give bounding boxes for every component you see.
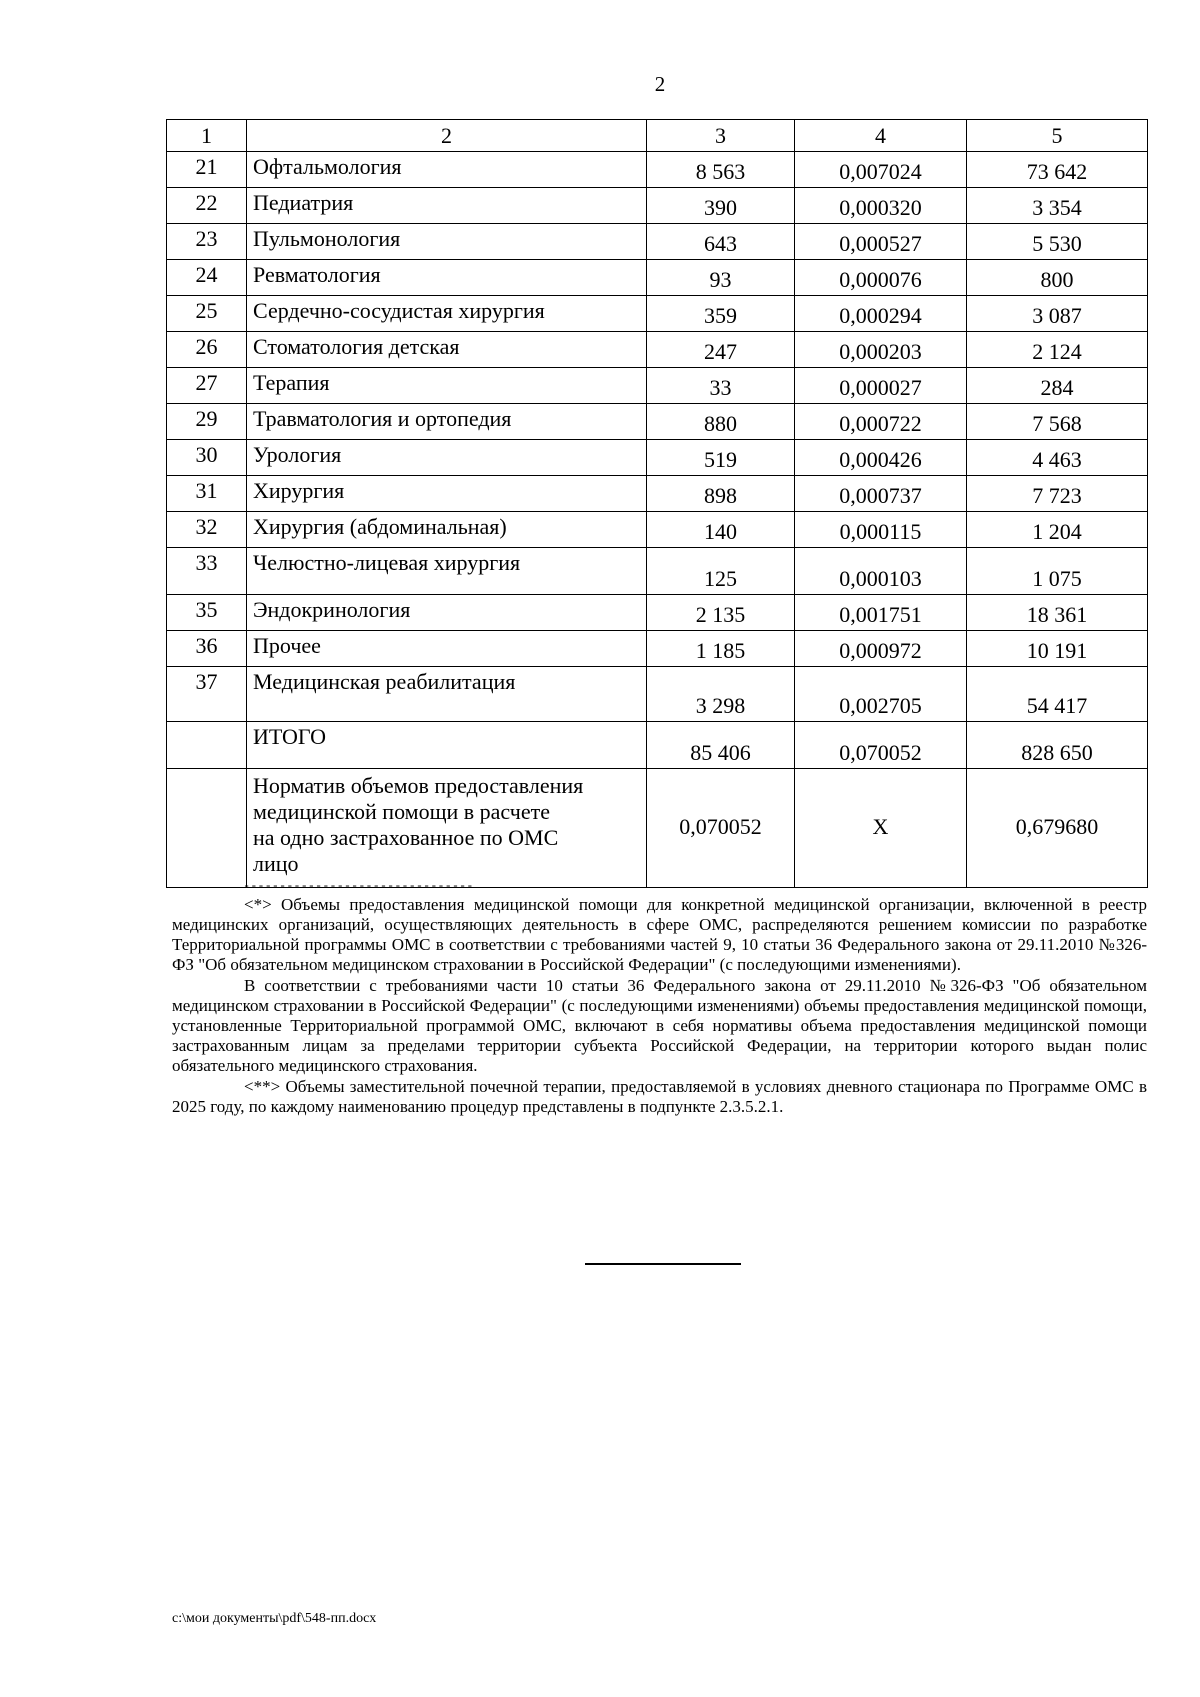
end-of-document-line [585, 1263, 741, 1265]
total-number-empty [167, 722, 247, 769]
row-col4: 0,000737 [795, 476, 967, 512]
header-cell: 2 [247, 120, 647, 152]
footnote-separator: -------------------------------- [243, 879, 474, 893]
row-col4: 0,000320 [795, 188, 967, 224]
normativ-label-line: медицинской помощи в расчете [253, 799, 550, 824]
row-name: Сердечно-сосудистая хирургия [247, 296, 647, 332]
row-number: 31 [167, 476, 247, 512]
row-col3: 8 563 [647, 152, 795, 188]
row-col5: 3 354 [967, 188, 1148, 224]
row-number: 36 [167, 631, 247, 667]
normativ-number-empty [167, 769, 247, 888]
row-number: 32 [167, 512, 247, 548]
row-col4: 0,000076 [795, 260, 967, 296]
row-col5: 54 417 [967, 667, 1148, 722]
row-col3: 519 [647, 440, 795, 476]
row-col3: 140 [647, 512, 795, 548]
row-col4: 0,000203 [795, 332, 967, 368]
table-row [167, 224, 1148, 260]
row-col4: 0,000426 [795, 440, 967, 476]
table-row [167, 667, 1148, 722]
row-col3: 359 [647, 296, 795, 332]
row-number: 35 [167, 595, 247, 631]
row-col4: 0,000527 [795, 224, 967, 260]
table-row [167, 595, 1148, 631]
table-row [167, 512, 1148, 548]
row-col5: 4 463 [967, 440, 1148, 476]
table-row [167, 548, 1148, 595]
row-col3: 898 [647, 476, 795, 512]
table-header-row [167, 120, 1148, 152]
row-name: Офтальмология [247, 152, 647, 188]
row-number: 25 [167, 296, 247, 332]
row-number: 22 [167, 188, 247, 224]
row-name: Челюстно-лицевая хирургия [247, 548, 647, 595]
row-col4: 0,000972 [795, 631, 967, 667]
row-number: 37 [167, 667, 247, 722]
row-col4: 0,000115 [795, 512, 967, 548]
footnote-1: <*> Объемы предоставления медицинской помощи для конкретной медицинской организации, включенной в реестр медицинских организаций, осуществляющих деятельность в сфере ОМС, распределяются решением комиссии по разработке Территориальной программы ОМС в соответствии с требованиями частей 9, 10 статьи 36 Федерального закона от 29.11.2010 №326-ФЗ "Об обязательном медицинском страховании в Российской Федерации" (с последующими изменениями). [172, 895, 1147, 974]
total-col3: 85 406 [647, 722, 795, 769]
table-row [167, 368, 1148, 404]
table-row [167, 188, 1148, 224]
row-number: 27 [167, 368, 247, 404]
row-name: Хирургия (абдоминальная) [247, 512, 647, 548]
row-col3: 247 [647, 332, 795, 368]
footnote-2: В соответствии с требованиями части 10 статьи 36 Федерального закона от 29.11.2010 №326-ФЗ "Об обязательном медицинском страховании в Российской Федерации" (с последующими изменениями) объемы предоставления медицинской помощи, установленные Территориальной программой ОМС, включают в себя нормативы объема предоставления медицинской помощи застрахованным лицам за пределами территории субъекта Российской Федерации, на территории которого выдан полис обязательного медицинского страхования. [172, 976, 1147, 1075]
row-name: Травматология и ортопедия [247, 404, 647, 440]
header-cell: 1 [167, 120, 247, 152]
row-col5: 1 075 [967, 548, 1148, 595]
header-cell: 3 [647, 120, 795, 152]
row-number: 30 [167, 440, 247, 476]
row-col3: 3 298 [647, 667, 795, 722]
row-col3: 880 [647, 404, 795, 440]
footnotes [172, 895, 1147, 1118]
row-name: Стоматология детская [247, 332, 647, 368]
row-number: 21 [167, 152, 247, 188]
total-col4: 0,070052 [795, 722, 967, 769]
row-col4: 0,001751 [795, 595, 967, 631]
row-col5: 73 642 [967, 152, 1148, 188]
normativ-label [247, 769, 647, 888]
table-row [167, 440, 1148, 476]
row-col3: 390 [647, 188, 795, 224]
row-number: 29 [167, 404, 247, 440]
table-row [167, 332, 1148, 368]
row-col4: 0,000722 [795, 404, 967, 440]
normativ-label-line: лицо [253, 851, 299, 876]
table-row [167, 631, 1148, 667]
row-col5: 7 568 [967, 404, 1148, 440]
normativ-label-line: на одно застрахованное по ОМС [253, 825, 559, 850]
table-total-row [167, 722, 1148, 769]
row-col5: 3 087 [967, 296, 1148, 332]
row-col5: 1 204 [967, 512, 1148, 548]
row-col3: 643 [647, 224, 795, 260]
row-col4: 0,000027 [795, 368, 967, 404]
row-name: Медицинская реабилитация [247, 667, 647, 722]
row-col4: 0,000294 [795, 296, 967, 332]
normativ-col4: X [795, 769, 967, 888]
page-number: 2 [654, 72, 666, 96]
row-number: 24 [167, 260, 247, 296]
row-col3: 1 185 [647, 631, 795, 667]
row-col5: 10 191 [967, 631, 1148, 667]
row-col4: 0,000103 [795, 548, 967, 595]
row-col3: 33 [647, 368, 795, 404]
table-row [167, 260, 1148, 296]
total-label: ИТОГО [247, 722, 647, 769]
header-cell: 5 [967, 120, 1148, 152]
total-col5: 828 650 [967, 722, 1148, 769]
normativ-col5: 0,679680 [967, 769, 1148, 888]
row-col5: 800 [967, 260, 1148, 296]
row-name: Эндокринология [247, 595, 647, 631]
footnote-3: <**> Объемы заместительной почечной терапии, предоставляемой в условиях дневного стационара по Программе ОМС в 2025 году, по каждому наименованию процедур представлены в подпункте 2.3.5.2.1. [172, 1077, 1147, 1116]
row-col5: 18 361 [967, 595, 1148, 631]
normativ-label-line: Норматив объемов предоставления [253, 773, 584, 798]
row-col5: 7 723 [967, 476, 1148, 512]
row-number: 23 [167, 224, 247, 260]
row-number: 26 [167, 332, 247, 368]
row-col5: 5 530 [967, 224, 1148, 260]
row-name: Педиатрия [247, 188, 647, 224]
row-name: Пульмонология [247, 224, 647, 260]
normativ-col3: 0,070052 [647, 769, 795, 888]
volumes-table [166, 119, 1148, 888]
table-row [167, 152, 1148, 188]
row-col5: 284 [967, 368, 1148, 404]
file-path: c:\мои документы\pdf\548-пп.docx [172, 1611, 377, 1626]
table-row [167, 476, 1148, 512]
table-row [167, 296, 1148, 332]
row-name: Прочее [247, 631, 647, 667]
row-col3: 2 135 [647, 595, 795, 631]
row-col4: 0,002705 [795, 667, 967, 722]
table-row [167, 404, 1148, 440]
row-name: Ревматология [247, 260, 647, 296]
row-number: 33 [167, 548, 247, 595]
row-col3: 125 [647, 548, 795, 595]
row-name: Терапия [247, 368, 647, 404]
header-cell: 4 [795, 120, 967, 152]
row-name: Хирургия [247, 476, 647, 512]
row-col4: 0,007024 [795, 152, 967, 188]
table-normativ-row [167, 769, 1148, 888]
row-col3: 93 [647, 260, 795, 296]
row-name: Урология [247, 440, 647, 476]
row-col5: 2 124 [967, 332, 1148, 368]
